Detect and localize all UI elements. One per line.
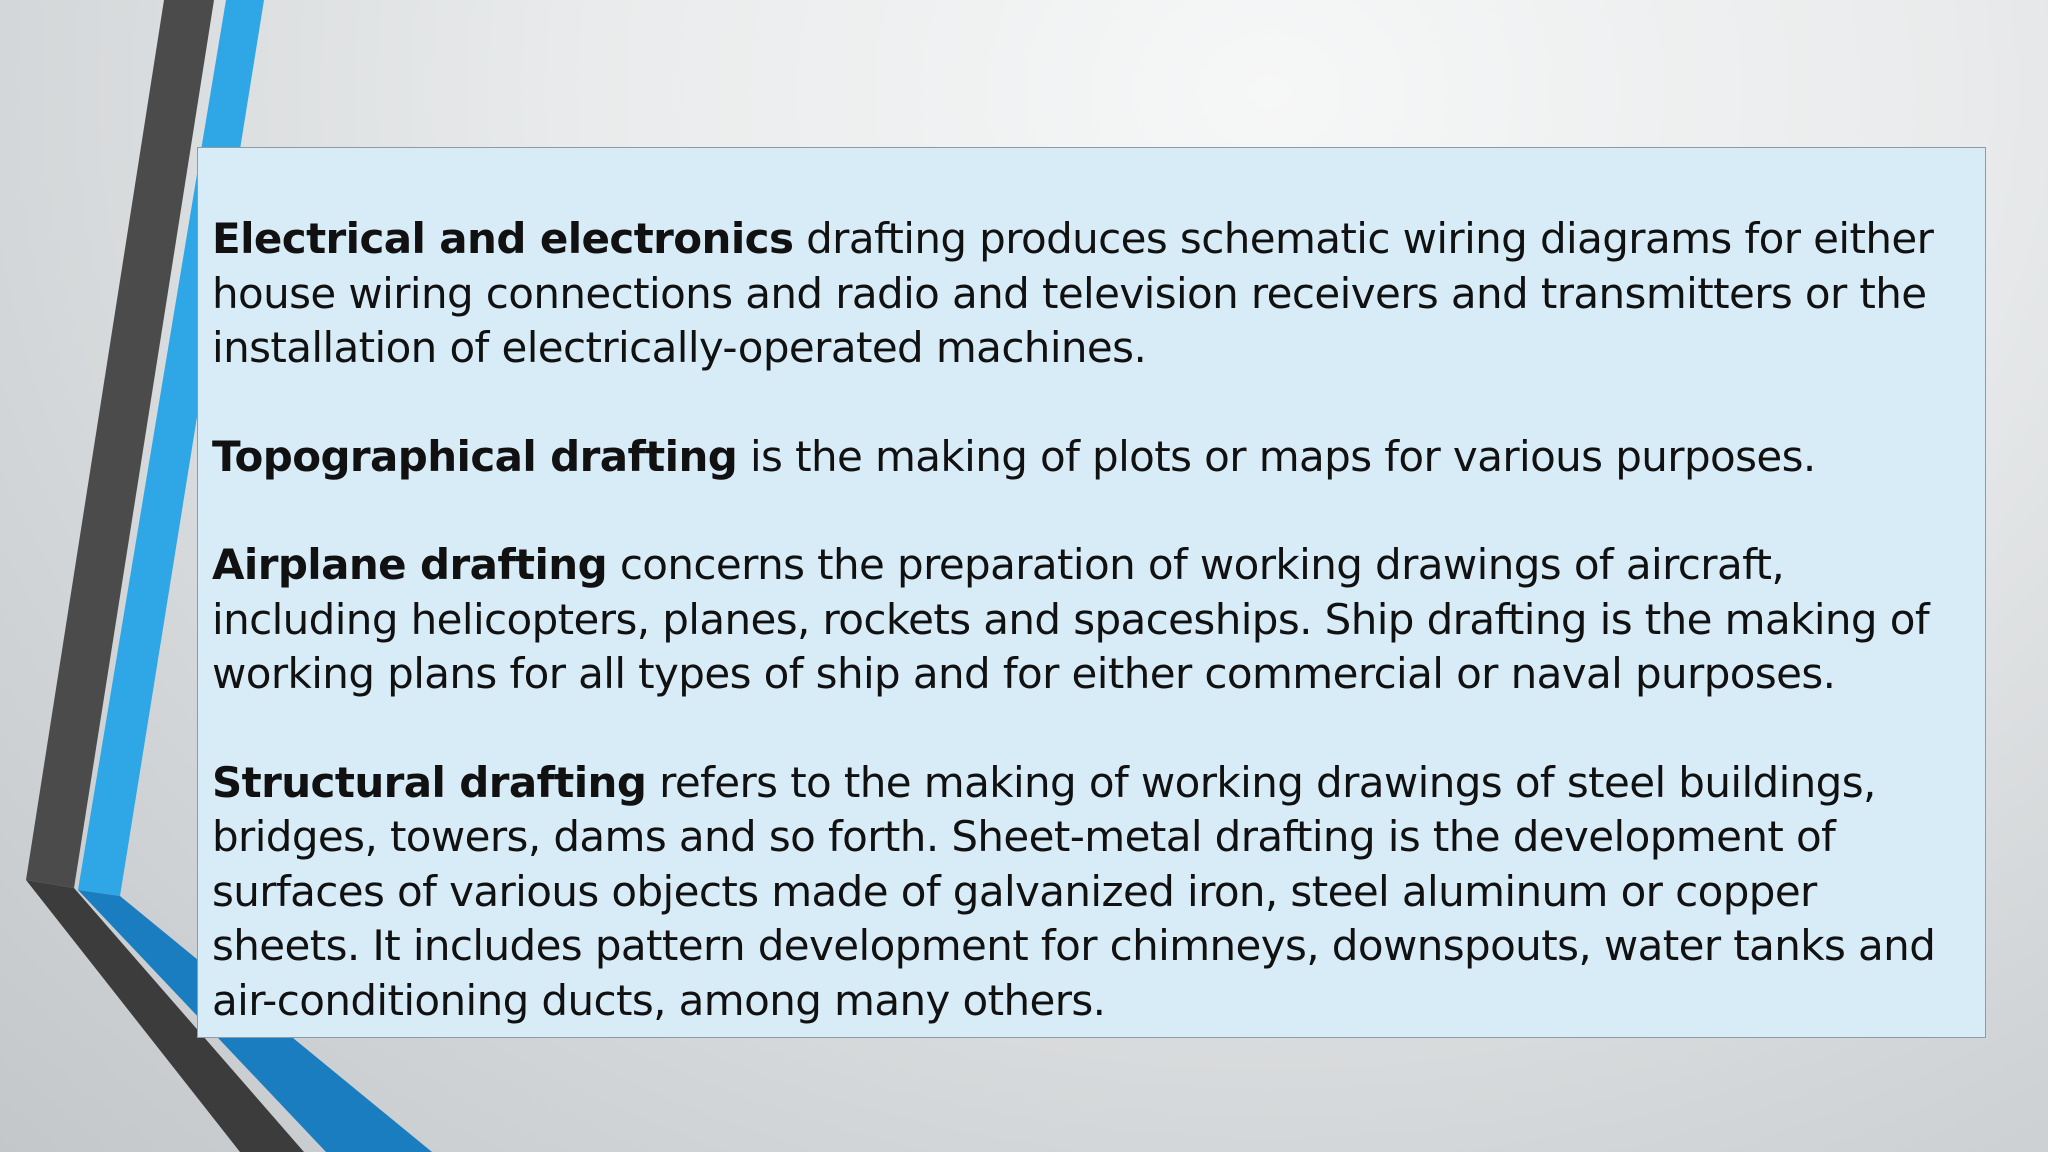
- paragraph-structural: [212, 756, 1967, 1029]
- text-airplane: concerns the preparation of working drawings of aircraft, including helicopters, planes, rockets and spaceships. Ship drafting is the making of working plans for all types of ship and for either commercial or naval purposes.: [212, 540, 1929, 698]
- term-topographical: Topographical drafting: [212, 431, 738, 481]
- paragraph-topographical: [212, 430, 1967, 485]
- text-topographical: is the making of plots or maps for various purposes.: [737, 431, 1816, 481]
- paragraph-airplane: [212, 538, 1967, 702]
- text-structural: refers to the making of working drawings of steel buildings, bridges, towers, dams and so forth. Sheet-metal drafting is the development of surfaces of various objects made of galvanized iron, steel aluminum or copper sheets. It includes pattern development for chimneys, downspouts, water tanks and air-conditioning ducts, among many others.: [212, 757, 1936, 1025]
- paragraph-electrical: [212, 212, 1967, 376]
- term-structural: Structural drafting: [212, 757, 647, 807]
- term-airplane: Airplane drafting: [212, 540, 608, 589]
- text-electrical: drafting produces schematic wiring diagrams for either house wiring connections and radio and television receivers and transmitters or the installation of electrically-operated machines.: [212, 214, 1934, 372]
- term-electrical: Electrical and electronics: [212, 214, 794, 263]
- content-box: [197, 147, 1986, 1038]
